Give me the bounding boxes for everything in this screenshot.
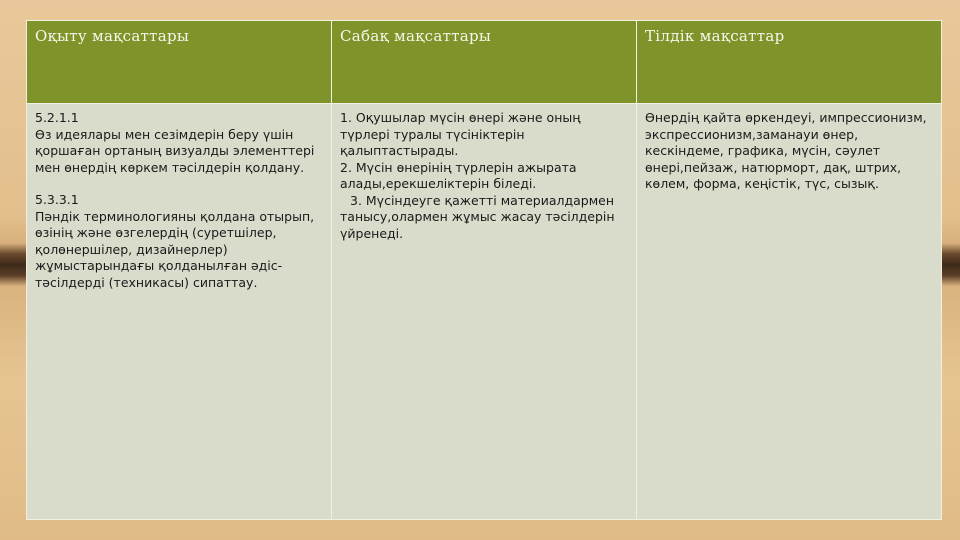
language-objectives-cell [637,104,942,520]
header-lesson-objectives: Сабақ мақсаттары [332,21,637,104]
table-row [27,104,942,520]
objective-code: 5.2.1.1 [35,110,79,125]
header-row [27,21,942,104]
learning-objectives-cell [27,104,332,520]
objective-text: Өз идеялары мен сезімдерін беру үшін қоршаған ортаның визуалды элементтері мен өнердің көркем тәсілдерін қолдану. [35,126,315,175]
objectives-table [26,20,942,520]
header-learning-objectives: Оқыту мақсаттары [27,21,332,104]
lesson-objectives-cell [332,104,637,520]
lesson-objective: 2. Мүсін өнерінің түрлерін ажырата алады,ерекшеліктерін біледі. [340,159,577,191]
lesson-objective: 1. Оқушылар мүсін өнері және оның түрлері туралы түсініктерін қалыптастырады. [340,110,581,158]
lesson-objective: 3. Мүсіндеуге қажетті материалдармен танысу,олармен жұмыс жасау тәсілдерін үйренеді. [340,192,615,241]
language-terms: Өнердің қайта өркендеуі, импрессионизм, экспрессионизм,заманауи өнер, кескіндеме, графика, мүсін, сәулет өнері,пейзаж, натюрморт, дақ, штрих, көлем, форма, кеңістік, түс, сызық. [645,110,927,191]
objective-text: Пәндік терминологияны қолдана отырып, өзінің және өзгелердің (суретшілер, қолөнершілер, дизайнерлер) жұмыстарындағы қолданылған әдіс-тәсілдерді (техникасы) сипаттау. [35,208,315,290]
header-language-objectives: Тілдік мақсаттар [637,21,942,104]
objective-code: 5.3.3.1 [35,192,79,207]
